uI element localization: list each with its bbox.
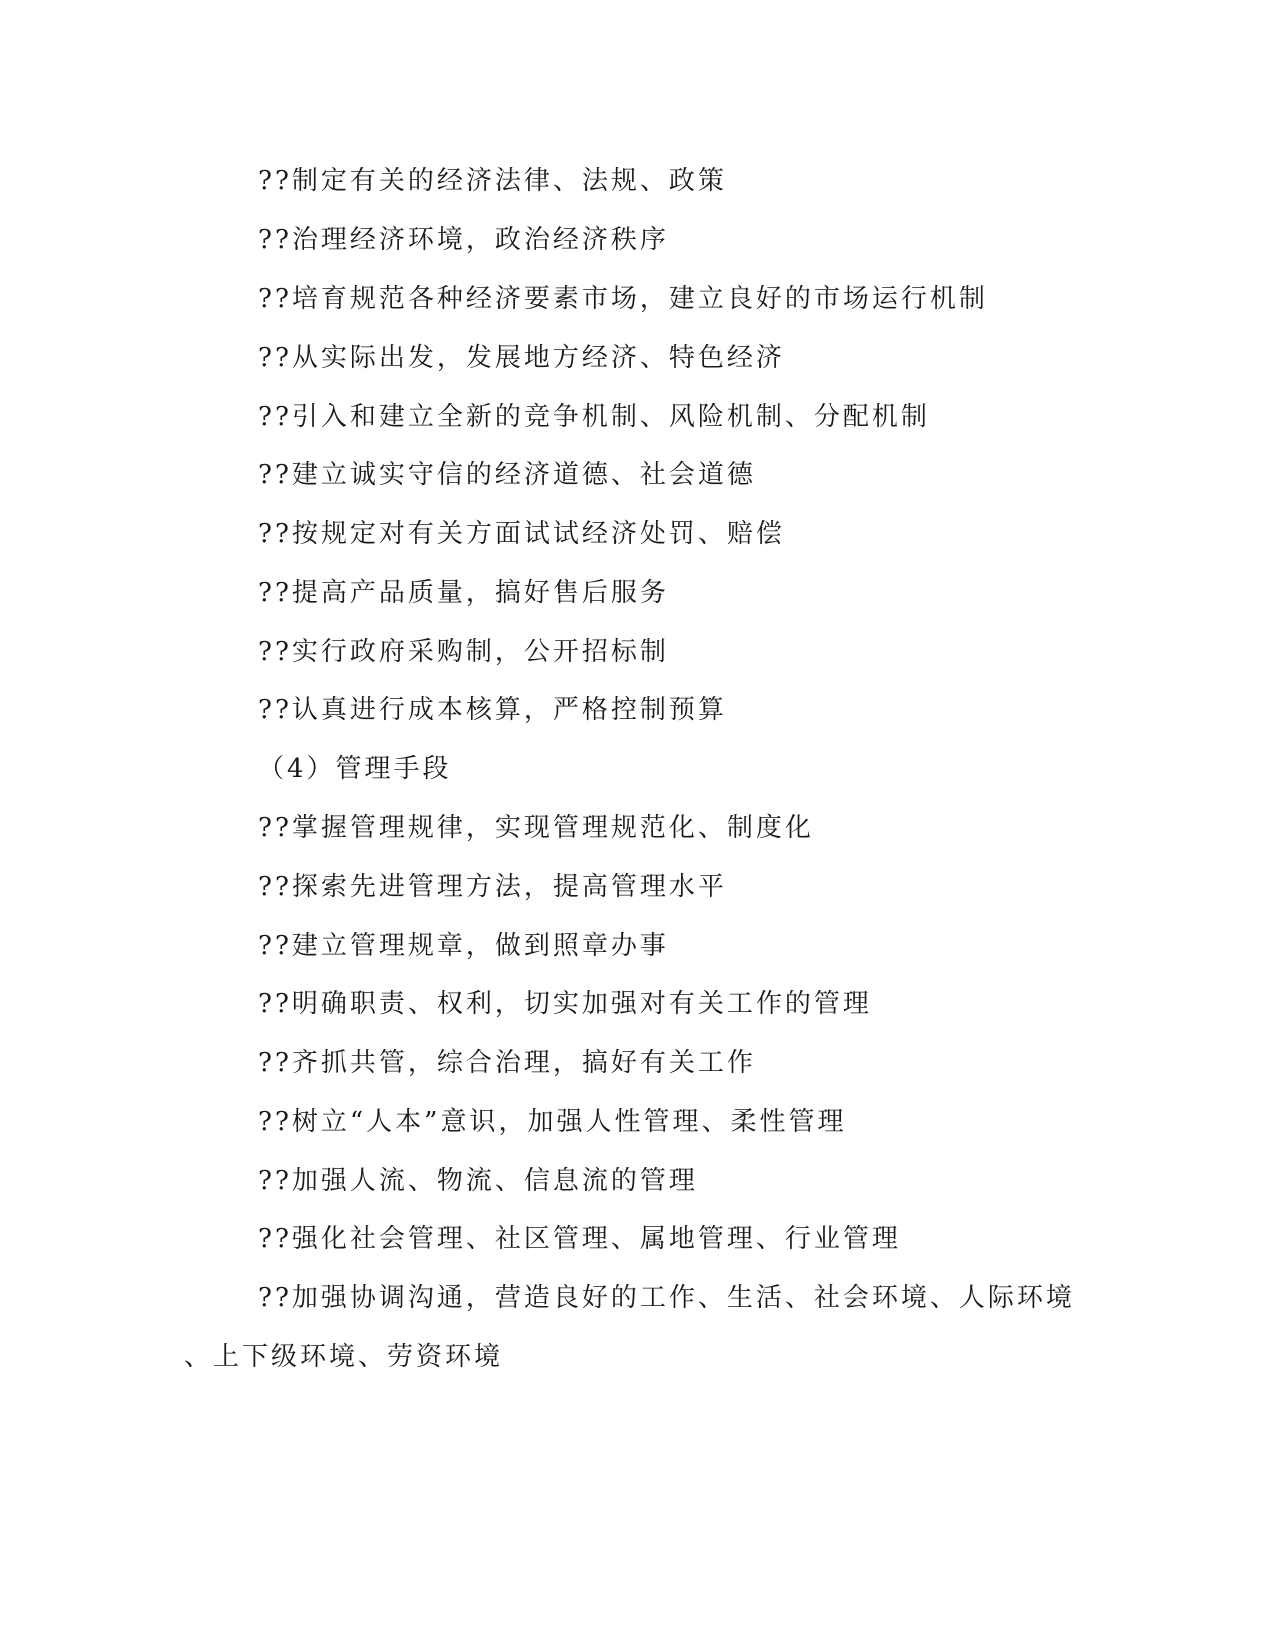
section-heading: （4）管理手段 — [258, 754, 452, 784]
list-item: ??实行政府采购制，公开招标制 — [258, 637, 669, 667]
list-item-continuation: 、上下级环境、劳资环境 — [184, 1342, 504, 1372]
list-item: ??加强人流、物流、信息流的管理 — [258, 1166, 698, 1196]
list-item: ??提高产品质量，搞好售后服务 — [258, 578, 669, 608]
list-item: ??培育规范各种经济要素市场，建立良好的市场运行机制 — [258, 284, 988, 314]
list-item: ??引入和建立全新的竞争机制、风险机制、分配机制 — [258, 402, 930, 432]
list-item: ??强化社会管理、社区管理、属地管理、行业管理 — [258, 1224, 901, 1254]
list-item: ??建立管理规章，做到照章办事 — [258, 931, 669, 961]
list-item: ??按规定对有关方面试试经济处罚、赔偿 — [258, 519, 785, 549]
list-item: ??建立诚实守信的经济道德、社会道德 — [258, 460, 756, 490]
list-item: ??认真进行成本核算，严格控制预算 — [258, 695, 727, 725]
list-item: ??治理经济环境，政治经济秩序 — [258, 225, 669, 255]
list-item: ??加强协调沟通，营造良好的工作、生活、社会环境、人际环境 — [258, 1283, 1075, 1313]
list-item: ??树立“人本”意识，加强人性管理、柔性管理 — [258, 1107, 847, 1137]
list-item: ??掌握管理规律，实现管理规范化、制度化 — [258, 813, 814, 843]
list-item: ??明确职责、权利，切实加强对有关工作的管理 — [258, 989, 872, 1019]
list-item: ??制定有关的经济法律、法规、政策 — [258, 166, 727, 196]
list-item: ??齐抓共管，综合治理，搞好有关工作 — [258, 1048, 756, 1078]
list-item: ??探索先进管理方法，提高管理水平 — [258, 872, 727, 902]
list-item: ??从实际出发，发展地方经济、特色经济 — [258, 343, 785, 373]
